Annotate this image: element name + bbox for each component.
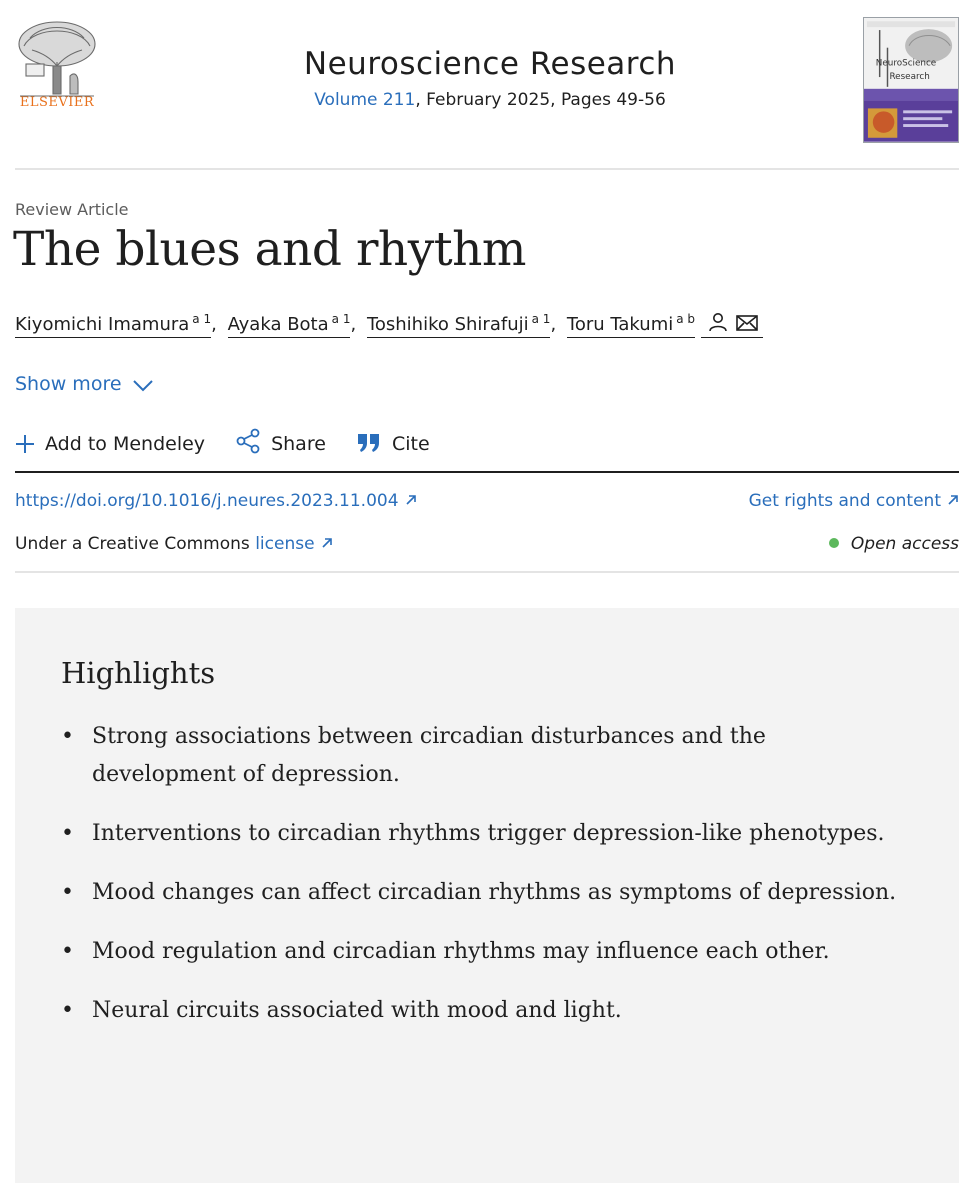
author-name: Kiyomichi Imamura [15, 314, 190, 335]
journal-title-link[interactable]: Neuroscience Research [303, 46, 677, 82]
doi-text: https://doi.org/10.1016/j.neures.2023.11.004 [15, 491, 399, 511]
list-item [61, 815, 911, 853]
author-affiliation: a 1 [331, 312, 351, 326]
journal-info [250, 46, 730, 110]
corresponding-author-contact[interactable] [701, 312, 763, 338]
author-affiliation: a b [676, 312, 696, 326]
info-divider [15, 571, 959, 573]
bullet-icon: • [61, 998, 74, 1023]
share-icon [235, 428, 261, 454]
article-type: Review Article [15, 200, 129, 219]
show-more-button[interactable] [15, 373, 154, 395]
cite-button[interactable] [356, 432, 430, 455]
open-access-dot-icon [829, 538, 839, 548]
license-link[interactable] [255, 534, 332, 554]
envelope-icon [735, 314, 759, 332]
list-item [61, 933, 911, 971]
highlights-heading: Highlights [61, 656, 216, 690]
cover-title-line1: NeuroScience [875, 58, 937, 69]
highlight-text: Mood regulation and circadian rhythms may influence each other. [92, 939, 830, 964]
bullet-icon: • [61, 724, 74, 749]
article-toolbar [15, 428, 454, 458]
license-link-text: license [255, 534, 315, 554]
cover-title-line2: Research [889, 72, 930, 83]
plus-icon [15, 434, 35, 454]
bullet-icon: • [61, 880, 74, 905]
external-link-icon [405, 494, 417, 506]
highlight-text: Mood changes can affect circadian rhythms as symptoms of depression. [92, 880, 897, 905]
license-prefix: Under a Creative Commons [15, 534, 256, 554]
journal-cover-image [863, 17, 959, 143]
highlight-text: Strong associations between circadian disturbances and the development of depression. [92, 724, 766, 787]
person-icon [707, 312, 729, 332]
highlights-section [15, 608, 959, 1183]
volume-link[interactable]: Volume 211 [314, 90, 416, 110]
highlights-list [61, 718, 911, 1051]
toolbar-divider [15, 471, 959, 473]
quote-icon [356, 432, 382, 454]
external-link-icon [321, 537, 333, 549]
rights-and-content-link[interactable] [749, 491, 959, 511]
bullet-icon: • [61, 939, 74, 964]
open-access-badge [829, 534, 959, 554]
list-item [61, 874, 911, 912]
cite-label: Cite [391, 433, 430, 455]
author-affiliation: a 1 [531, 312, 551, 326]
author-name: Ayaka Bota [227, 314, 329, 335]
rights-text: Get rights and content [748, 491, 941, 511]
highlight-text: Neural circuits associated with mood and light. [92, 998, 622, 1023]
author-list [15, 312, 763, 344]
journal-header [0, 0, 974, 168]
author-separator: , [211, 314, 217, 335]
author-link[interactable] [567, 312, 695, 338]
header-divider [15, 168, 959, 170]
author-name: Toshihiko Shirafuji [366, 314, 529, 335]
share-button[interactable] [235, 428, 326, 455]
author-name: Toru Takumi [566, 314, 674, 335]
add-to-mendeley-button[interactable] [15, 433, 205, 455]
author-separator: , [550, 314, 557, 335]
issue-date-pages: , February 2025, Pages 49-56 [415, 90, 666, 110]
share-label: Share [271, 433, 326, 455]
external-link-icon [947, 494, 959, 506]
mendeley-label: Add to Mendeley [45, 433, 206, 455]
bullet-icon: • [61, 821, 74, 846]
author-link[interactable] [228, 312, 351, 338]
elsevier-wordmark: ELSEVIER [19, 95, 95, 110]
chevron-down-icon [132, 378, 154, 392]
author-affiliation: a 1 [192, 312, 212, 326]
show-more-label: Show more [15, 373, 122, 395]
journal-issue-meta [250, 90, 730, 110]
highlight-text: Interventions to circadian rhythms trigger depression-like phenotypes. [92, 821, 885, 846]
doi-link[interactable] [15, 491, 417, 511]
license-info [15, 534, 333, 554]
author-separator: , [350, 314, 357, 335]
article-title: The blues and rhythm [13, 222, 526, 277]
list-item [61, 992, 911, 1030]
list-item [61, 718, 911, 794]
author-link[interactable] [367, 312, 551, 338]
author-link[interactable] [15, 312, 211, 338]
open-access-label: Open access [850, 534, 959, 554]
